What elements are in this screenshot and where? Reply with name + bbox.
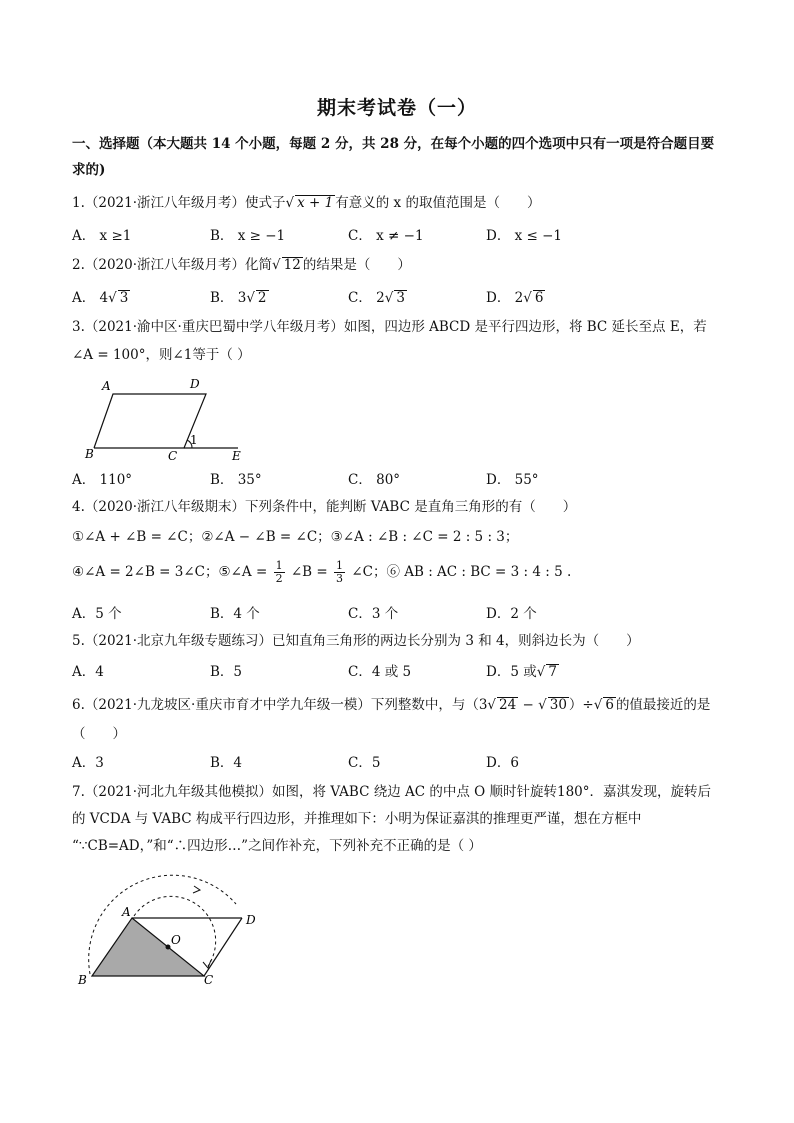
q7-arrow-outer xyxy=(193,886,200,893)
q6-stem-c: 的值最接近的是 xyxy=(615,697,711,713)
page-title: 期末考试卷（一） xyxy=(316,97,477,119)
q6-option-c[interactable]: C．5 xyxy=(348,755,381,771)
q7-segment-dc xyxy=(204,918,242,976)
q4-fraction-third xyxy=(334,560,345,585)
q6-option-b[interactable]: B．4 xyxy=(210,755,243,771)
q4-fraction-half xyxy=(274,560,285,585)
q4-line3-part-c: ∠C；⑥ AB : AC : BC = 3 : 4 : 5 . xyxy=(351,564,572,580)
q3-label-a: A xyxy=(102,379,111,393)
q4-stem-line3 xyxy=(72,560,571,585)
q7-rotation-figure xyxy=(72,866,272,992)
q3-label-b: B xyxy=(85,447,94,461)
q7-label-d: D xyxy=(246,913,256,927)
q2-option-b[interactable]: B． 3√ 2 xyxy=(210,290,267,306)
q2-c-prefix: C． 2 xyxy=(348,290,385,306)
q6-rad2: 30 xyxy=(549,697,567,713)
q1-radicand: x + 1 xyxy=(297,195,334,211)
q7-label-b: B xyxy=(78,973,87,987)
q1-option-d[interactable]: D． x ≤ −1 xyxy=(486,228,563,244)
q3-option-a[interactable]: A． 110° xyxy=(72,472,133,488)
section-heading-line1: 一、选择题（本大题共 14 个小题，每题 2 分，共 28 分，在每个小题的四个选项中只有一项是符合题目要 xyxy=(72,136,715,152)
q2-option-c[interactable]: C． 2√ 3 xyxy=(348,290,405,306)
q5-option-c[interactable]: C．4 或 5 xyxy=(348,664,412,680)
q6-stem-a: 6.（2021·九龙坡区·重庆市育才中学九年级一模）下列整数中，与（3 xyxy=(72,697,488,713)
q3-option-b[interactable]: B． 35° xyxy=(210,472,262,488)
q2-d-prefix: D． 2 xyxy=(486,290,524,306)
q2-stem-end: 的结果是（ ） xyxy=(302,257,411,273)
q5-option-b[interactable]: B．5 xyxy=(210,664,243,680)
q4-frac2-den: 3 xyxy=(336,572,344,585)
q4-frac1-den: 2 xyxy=(275,572,283,585)
q1-stem-start: 1.（2021·浙江八年级月考）使式子 xyxy=(72,195,286,211)
q2-radicand: 12 xyxy=(283,257,301,273)
q6-option-d[interactable]: D．6 xyxy=(486,755,519,771)
q3-parallelogram-figure xyxy=(80,372,260,464)
q1-option-c[interactable]: C． x ≠ −1 xyxy=(348,228,424,244)
q2-a-prefix: A． 4 xyxy=(72,290,109,306)
q5-option-d[interactable]: D．5 或√ 7 xyxy=(486,664,557,680)
q4-option-b[interactable]: B．4 个 xyxy=(210,606,260,622)
q7-label-c: C xyxy=(204,973,214,987)
q2-stem-start: 2.（2020·浙江八年级月考）化简 xyxy=(72,257,273,273)
q4-frac1-num: 1 xyxy=(275,559,283,572)
q4-line3-part-b: ∠B = xyxy=(290,564,328,580)
q4-option-a[interactable]: A．5 个 xyxy=(72,606,122,622)
q5-d-prefix: D．5 或 xyxy=(486,664,537,680)
q1-stem: 1.（2021·浙江八年级月考）使式子√ x + 1 有意义的 x 的取值范围是（ ） xyxy=(72,195,541,211)
q6-stem-b: ）÷ xyxy=(568,697,594,713)
q7-label-o: O xyxy=(171,933,181,947)
q6-stem-line2: （ ） xyxy=(72,726,126,742)
q3-label-e: E xyxy=(232,449,241,463)
q2-d-rad: 6 xyxy=(534,290,544,306)
q7-stem-line1: 7.（2021·河北九年级其他模拟）如图，将 VABC 绕边 AC 的中点 O 顺时针旋转180°．嘉淇发现，旋转后 xyxy=(72,784,712,800)
q2-option-d[interactable]: D． 2√ 6 xyxy=(486,290,544,306)
q3-option-d[interactable]: D． 55° xyxy=(486,472,539,488)
q4-stem-line2: ①∠A + ∠B = ∠C；②∠A − ∠B = ∠C；③∠A : ∠B : ∠C = 2 : 5 : 3； xyxy=(72,529,519,545)
q3-label-d: D xyxy=(190,377,200,391)
q6-rad3: 6 xyxy=(605,697,614,713)
q6-stem: 6.（2021·九龙坡区·重庆市育才中学九年级一模）下列整数中，与（3√ 24 − √ 30 ）÷√ 6 的值最接近的是 xyxy=(72,697,711,713)
q3-label-angle: 1 xyxy=(190,433,198,447)
q4-frac2-num: 1 xyxy=(336,559,344,572)
q3-option-c[interactable]: C． 80° xyxy=(348,472,401,488)
q4-line3-part-a: ④∠A = 2∠B = 3∠C；⑤∠A = xyxy=(72,564,268,580)
q2-a-rad: 3 xyxy=(119,290,129,306)
q1-option-b[interactable]: B． x ≥ −1 xyxy=(210,228,286,244)
q7-stem-line2: 的 VCDA 与 VABC 构成平行四边形，并推理如下：小明为保证嘉淇的推理更严谨，想在方框中 xyxy=(72,811,642,827)
q2-option-a[interactable]: A． 4√ 3 xyxy=(72,290,129,306)
q6-option-a[interactable]: A．3 xyxy=(72,755,104,771)
q3-label-c: C xyxy=(168,449,178,463)
q5-stem: 5.（2021·北京九年级专题练习）已知直角三角形的两边长分别为 3 和 4，则斜边长为（ ） xyxy=(72,633,640,649)
q7-stem-line3: “∵CB=AD，”和“∴四边形…”之间作补充，下列补充不正确的是（ ） xyxy=(72,838,482,854)
q4-option-d[interactable]: D．2 个 xyxy=(486,606,537,622)
q2-c-rad: 3 xyxy=(396,290,405,306)
q7-triangle-abc xyxy=(92,918,204,976)
q1-stem-end: 有意义的 x 的取值范围是（ ） xyxy=(335,195,541,211)
q2-stem: 2.（2020·浙江八年级月考）化简√ 12 的结果是（ ） xyxy=(72,257,411,273)
q3-stem-line2: ∠A = 100°，则∠1等于（ ） xyxy=(72,347,251,363)
q7-label-a: A xyxy=(122,905,131,919)
q7-point-o xyxy=(166,945,171,950)
q2-b-rad: 2 xyxy=(257,290,267,306)
q5-d-rad: 7 xyxy=(548,664,557,680)
q4-stem-line1: 4.（2020·浙江八年级期末）下列条件中，能判断 VABC 是直角三角形的有（ ） xyxy=(72,499,577,515)
q6-rad1: 24 xyxy=(499,697,517,713)
q6-minus: − xyxy=(518,697,539,713)
q2-b-prefix: B． 3 xyxy=(210,290,247,306)
q1-option-a[interactable]: A． x ≥1 xyxy=(72,228,132,244)
q4-option-c[interactable]: C．3 个 xyxy=(348,606,399,622)
q3-stem-line1: 3.（2021·渝中区·重庆巴蜀中学八年级月考）如图，四边形 ABCD 是平行四边形，将 BC 延长至点 E，若 xyxy=(72,319,707,335)
section-heading-line2: 求的) xyxy=(72,162,106,178)
q5-option-a[interactable]: A．4 xyxy=(72,664,104,680)
